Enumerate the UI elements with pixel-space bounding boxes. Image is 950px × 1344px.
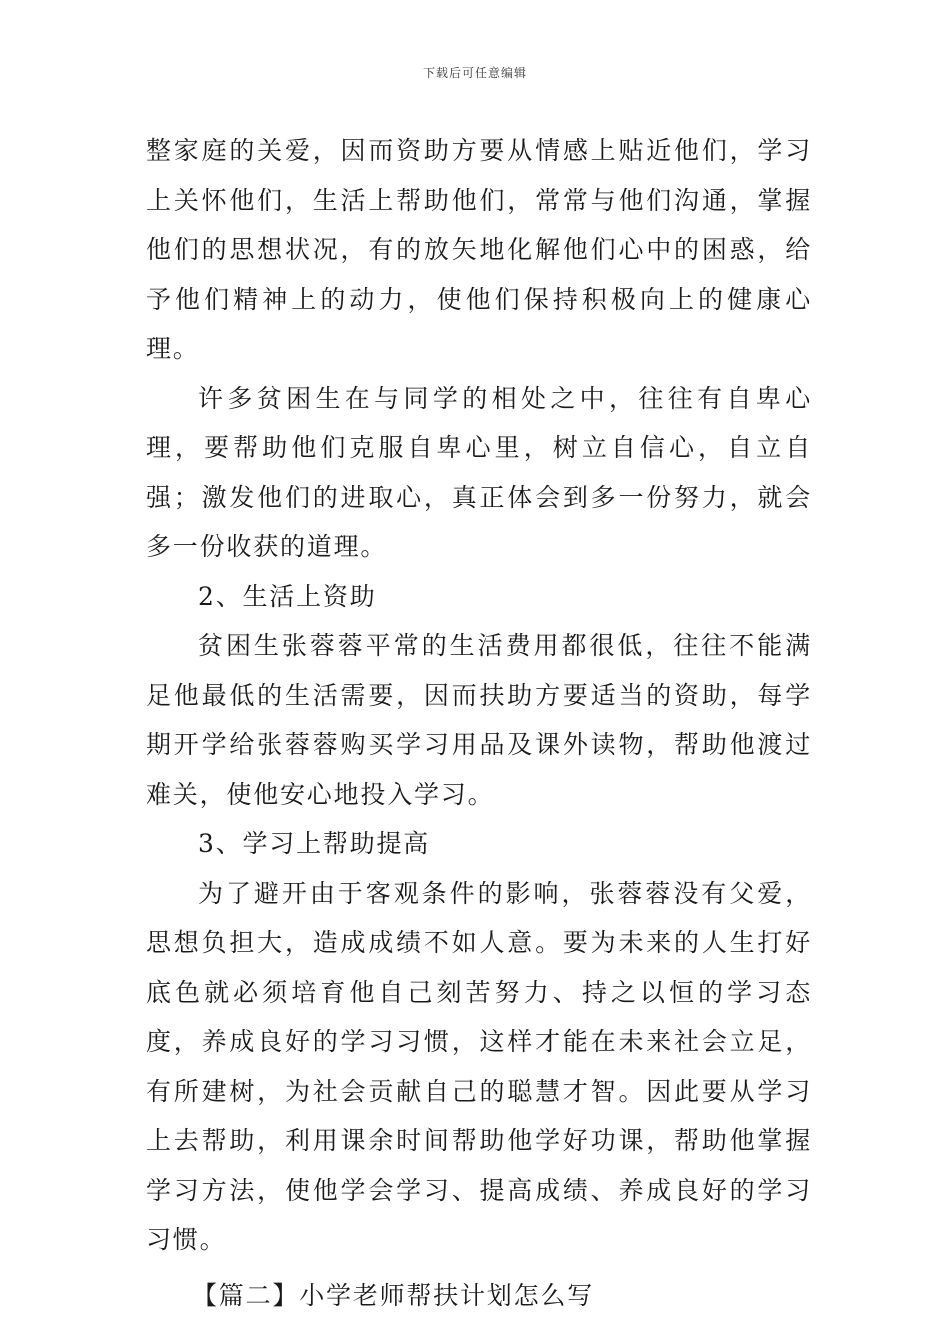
page-header-note: 下载后可任意编辑 [422,66,527,80]
paragraph-study-aid: 为了避开由于客观条件的影响，张蓉蓉没有父爱，思想负担大，造成成绩不如人意。要为未来的人生打好底色就必须培育他自己刻苦努力、持之以恒的学习态度，养成良好的学习习惯，这样才能在未来社会立足，有所建树，为社会贡献自己的聪慧才智。因此要从学习上去帮助，利用课余时间帮助他学好功课，帮助他掌握学习方法，使他学会学习、提高成绩、养成良好的学习习惯。 [146,878,812,1254]
paragraph-continued: 整家庭的关爱，因而资助方要从情感上贴近他们，学习上关怀他们，生活上帮助他们，常常与他们沟通，掌握他们的思想状况，有的放矢地化解他们心中的困惑，给予他们精神上的动力，使他们保持积极向上的健康心理。 [146,136,812,363]
section-heading-study-aid: 3、学习上帮助提高 [198,829,431,858]
document-body [146,126,812,1320]
paragraph-self-esteem: 许多贫困生在与同学的相处之中，往往有自卑心理，要帮助他们克服自卑心里，树立自信心，自立自强；激发他们的进取心，真正体会到多一份努力，就会多一份收获的道理。 [146,383,812,561]
chapter-heading: 【篇二】小学老师帮扶计划怎么写 [192,1280,595,1310]
paragraph-living-aid: 贫困生张蓉蓉平常的生活费用都很低，往往不能满足他最低的生活需要，因而扶助方要适当的资助，每学期开学给张蓉蓉购买学习用品及课外读物，帮助他渡过难关，使他安心地投入学习。 [146,631,812,809]
section-heading-living-aid: 2、生活上资助 [198,581,377,611]
